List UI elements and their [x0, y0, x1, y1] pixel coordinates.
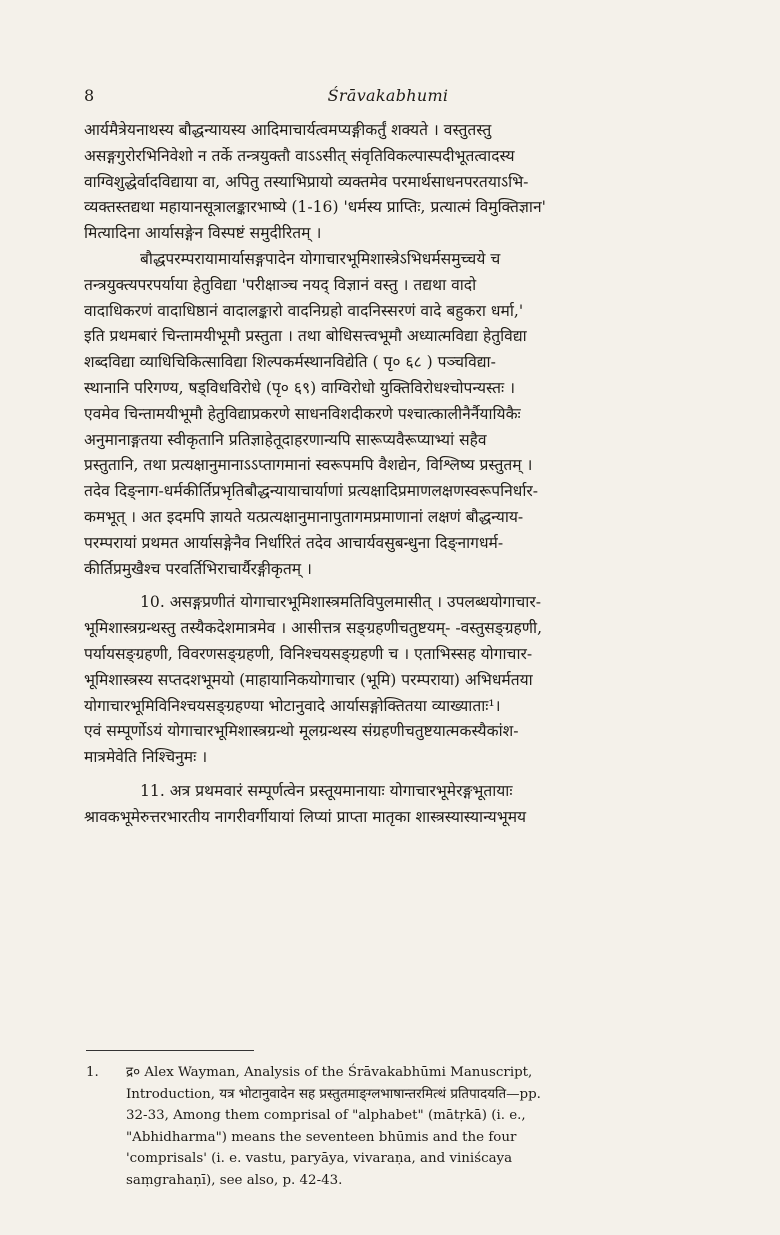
text-line: वाग्विशुद्धेर्वादविद्याया वा, अपितु तस्याभिप्रायो व्यक्तमेव परमार्थसाधनपरतयाऽभि-: [84, 172, 529, 191]
text-line: व्यक्तस्तद्यथा महायानसूत्रालङ्कारभाष्ये (1-16) 'धर्मस्य प्राप्तिः, प्रत्यात्मं विमुक्तिज्ञान': [84, 198, 546, 217]
text-line: पर्यायसङ्ग्रहणी, विवरणसङ्ग्रहणी, विनिश्चयसङ्ग्रहणी च । एताभिस्सह योगाचार-: [84, 644, 533, 663]
text-line: इति प्रथमबारं चिन्तामयीभूमौ प्रस्तुता । तथा बोधिसत्त्वभूमौ अध्यात्मविद्या हेतुविद्या: [84, 327, 527, 346]
text-line: एवमेव चिन्तामयीभूमौ हेतुविद्याप्रकरणे साधनविशदीकरणे पश्चात्कालीनैर्नैयायिकैः: [84, 404, 521, 423]
text-line: परम्परायां प्रथमत आर्यासङ्गेनैव निर्धारितं तदेव आचार्यवसुबन्धुना दिङ्नागधर्म-: [84, 533, 504, 552]
text-line: भूमिशास्त्रग्रन्थस्तु तस्यैकदेशमात्रमेव । आसीत्तत्र सङ्ग्रहणीचतुष्टयम्- -वस्तुसङ्ग्रहणी,: [84, 619, 543, 638]
text-line: श्रावकभूमेरुत्तरभारतीय नागरीवर्गीयायां लिप्यां प्राप्ता मातृका शास्त्रस्यास्यान्यभूमय: [84, 807, 527, 826]
text-line: कीर्तिप्रमुखैश्च परवर्तिभिराचार्यैरङ्गीकृतम् ।: [84, 559, 312, 578]
text-line: बौद्धपरम्परायामार्यासङ्गपादेन योगाचारभूमिशास्त्रेऽभिधर्मसमुच्चये च: [140, 249, 501, 268]
text-line: कमभूत् । अत इदमपि ज्ञायते यत्प्रत्यक्षानुमानापुतागमप्रमाणानां लक्षणं बौद्धन्याय-: [84, 507, 524, 526]
text-line: योगाचारभूमिविनिश्चयसङ्ग्रहण्या भोटानुवादे आर्यासङ्गोक्तितया व्याख्याताः¹।: [84, 696, 501, 715]
main-text: [84, 118, 692, 831]
text-line: तन्त्रयुक्त्यपरपर्याया हेतुविद्या 'परीक्षाञ्च नयद् विज्ञानं वस्तु । तद्यथा वादो: [84, 275, 477, 294]
text-line: वादाधिकरणं वादाधिष्ठानं वादालङ्कारो वादनिग्रहो वादनिस्सरणं वादे बहुकरा धर्मा,': [84, 301, 524, 320]
text-line: प्रस्तुतानि, तथा प्रत्यक्षानुमानाऽऽप्तागमानां स्वरूपमपि वैशद्येन, विश्लिष्य प्रस्तुतम् ।: [84, 456, 533, 475]
text-line: मात्रमेवेति निश्चिनुमः ।: [84, 748, 208, 767]
page-header: [84, 86, 692, 110]
paragraph-gap: [84, 771, 692, 779]
paragraph: [84, 779, 692, 831]
running-title: Śrāvakabhumi: [327, 86, 449, 105]
footnote-line: Introduction, यत्र भोटानुवादेन सह प्रस्तुतमाङ्ग्लभाषान्तरमित्थं प्रतिपादयति—pp.: [126, 1086, 541, 1102]
paragraph-gap: [84, 582, 692, 590]
text-line: भूमिशास्त्रस्य सप्तदशभूमयो (माहायानिकयोगाचार (भूमि) परम्पराया) अभिधर्मतया: [84, 670, 533, 689]
text-line: शब्दविद्या व्याधिचिकित्साविद्या शिल्पकर्मस्थानविद्येति ( पृ० ६८ ) पञ्चविद्या-: [84, 353, 496, 372]
text-line: एवं सम्पूर्णोऽयं योगाचारभूमिशास्त्रग्रन्थो मूलग्रन्थस्य संग्रहणीचतुष्टयात्मकस्यैकांश-: [84, 722, 519, 741]
text-line: 11. अत्र प्रथमवारं सम्पूर्णत्वेन प्रस्तूयमानायाः योगाचारभूमेरङ्गभूतायाः: [140, 781, 513, 800]
footnote-line: 'comprisals' (i. e. vastu, paryāya, vivaraṇa, and viniścaya: [126, 1151, 513, 1167]
text-line: स्थानानि परिगण्य, षड्विधविरोधे (पृ० ६९) वाग्विरोधो युक्तिविरोधश्चोपन्यस्तः ।: [84, 378, 515, 397]
paragraph: [84, 247, 692, 582]
footnote-line: "Abhidharma") means the seventeen bhūmis and the four: [126, 1129, 517, 1145]
page-number: 8: [84, 86, 95, 105]
text-line: असङ्गगुरोरभिनिवेशो न तर्के तन्त्रयुक्तौ वाऽऽसीत् संवृतिविकल्पास्पदीभूतत्वादस्य: [84, 146, 515, 165]
footnote-rule: [86, 1050, 254, 1051]
footnote-number: 1.: [86, 1065, 99, 1080]
footnote-text: [126, 1062, 696, 1192]
text-line: तदेव दिङ्नाग-धर्मकीर्तिप्रभृतिबौद्धन्यायाचार्याणां प्रत्यक्षादिप्रमाणलक्षणस्वरूपनिर्धार-: [84, 482, 539, 501]
text-line: आर्यमैत्रेयनाथस्य बौद्धन्यायस्य आदिमाचार्यत्वमप्यङ्गीकर्तुं शक्यते । वस्तुतस्तु: [84, 121, 492, 139]
footnote-line: saṃgrahaṇī), see also, p. 42-43.: [126, 1172, 343, 1188]
paragraph: [84, 118, 692, 247]
paragraph: [84, 590, 692, 771]
footnote: [86, 1062, 696, 1192]
text-line: 10. असङ्गप्रणीतं योगाचारभूमिशास्त्रमतिविपुलमासीत् । उपलब्धयोगाचार-: [140, 593, 541, 612]
footnote-line: 32-33, Among them comprisal of "alphabet" (mātṛkā) (i. e.,: [126, 1108, 526, 1124]
footnote-line: द्र० Alex Wayman, Analysis of the Śrāvakabhūmi Manuscript,: [126, 1065, 533, 1080]
text-line: अनुमानाङ्गतया स्वीकृतानि प्रतिज्ञाहेतूदाहरणान्यपि सारूप्यवैरूप्याभ्यां सहैव: [84, 430, 487, 449]
text-line: मित्यादिना आर्यासङ्गेन विस्पष्टं समुदीरितम् ।: [84, 224, 322, 243]
